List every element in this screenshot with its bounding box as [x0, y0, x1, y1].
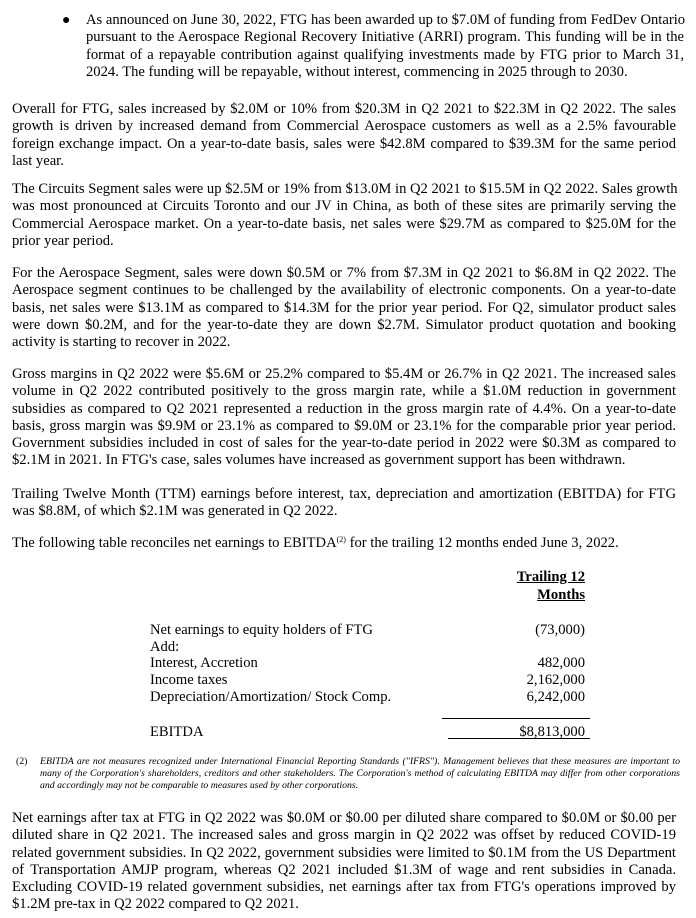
paragraph-line: was $8.8M, of which $2.1M was generated in Q2 2022.	[12, 503, 338, 520]
bullet-text	[86, 12, 684, 81]
table-intro-text: The following table reconciles net earnings to EBITDA	[12, 535, 337, 551]
paragraph-line: $1.2M pre-tax in Q2 2022 compared to Q2 2021.	[12, 896, 299, 913]
paragraph-line: Overall for FTG, sales increased by $2.0M or 10% from $20.3M in Q2 2021 to $22.3M in Q2 2022. The sales	[12, 101, 676, 117]
bullet-line: pursuant to the Aerospace Regional Recovery Initiative (ARRI) program. This funding will be in the	[86, 29, 684, 46]
paragraph-line: Excluding COVID-19 related government subsidies, net earnings after tax from FTG's operations improved by	[12, 879, 676, 896]
paragraph-line: Gross margins in Q2 2022 were $5.6M or 25.2% compared to $5.4M or 26.7% in Q2 2021. The increased sales	[12, 366, 676, 382]
paragraph-line: growth is driven by increased demand from Commercial Aerospace customers as well as a 2.5% favourable	[12, 118, 676, 135]
footnote	[16, 756, 680, 792]
bullet-icon: ●	[62, 13, 71, 28]
paragraph-line: basis, gross margin was $9.9M or 23.1% as compared to $9.0M or 23.1% for the comparable prior year period.	[12, 417, 676, 434]
table-total-value: $8,813,000	[519, 724, 585, 740]
paragraph-circuits-segment	[12, 181, 676, 250]
paragraph-line: diluted share in Q2 2021. The increased sales and gross margin in Q2 2022 was offset by reduced COVID-19	[12, 827, 676, 844]
bullet-item-arri-funding	[62, 12, 684, 81]
paragraph-line: Government subsidies included in cost of sales for the year-to-date period in 2022 were $0.3M as compared to	[12, 435, 676, 452]
bullet-line: 2024. The funding will be repayable, without interest, commencing in 2025 through to 2030.	[86, 63, 628, 80]
paragraph-line: Trailing Twelve Month (TTM) earnings before interest, tax, depreciation and amortization (EBITDA) for FTG	[12, 486, 676, 502]
footnote-number: (2)	[16, 756, 28, 767]
bullet-line: format of a repayable contribution against qualifying investments made by FTG prior to March 31,	[86, 46, 684, 63]
paragraph-line: last year.	[12, 152, 64, 169]
table-row-label: Net earnings to equity holders of FTG	[150, 622, 373, 638]
paragraph-line: of Transportation AMJP program, whereas Q2 2021 included $1.3M of wage and rent subsidies in Canada.	[12, 861, 676, 878]
paragraph-ttm-ebitda	[12, 486, 676, 521]
table-row-label: Depreciation/Amortization/ Stock Comp.	[150, 689, 392, 705]
table-row-value: (73,000)	[535, 622, 585, 638]
table-row-label: Add:	[150, 639, 180, 655]
table-row-value: 482,000	[537, 655, 585, 671]
paragraph-line: activity is starting to recover in 2022.	[12, 334, 231, 351]
paragraph-aerospace-segment	[12, 265, 676, 351]
paragraph-line: For the Aerospace Segment, sales were down $0.5M or 7% from $7.3M in Q2 2021 to $6.8M in Q2 2022. The	[12, 265, 676, 281]
paragraph-line: was most pronounced at Circuits Toronto and our JV in China, as both of these sites are primarily serving the	[12, 198, 676, 215]
table-row-label: Interest, Accretion	[150, 655, 258, 671]
paragraph-net-earnings	[12, 810, 676, 914]
paragraph-line: foreign exchange impact. On a year-to-date basis, sales were $42.8M compared to $39.3M for the same period	[12, 135, 676, 152]
table-total-label: EBITDA	[150, 724, 204, 740]
table-row-label: Income taxes	[150, 672, 228, 688]
footnote-text: EBITDA are not measures recognized under International Financial Reporting Standards ("IFRS"). Management believes that these measures are important to many of the Corporation's shareholders, creditors and other stakeholders. The Corporation's method of calculating EBITDA may differ from other corporations and accordingly may not be comparable to measures used by other corporations.	[40, 756, 680, 791]
paragraph-line: subsidies as compared to Q2 2021 represented a reduction in the gross margin rate of 4.4%. On a year-to-date	[12, 400, 676, 417]
paragraph-line: Aerospace segment continues to be challenged by the availability of electronic components. On a year-to-date	[12, 282, 676, 299]
total-rule	[442, 718, 590, 719]
paragraph-line: volume in Q2 2022 contributed positively to the gross margin rate, while a $1.0M reduction in government	[12, 383, 676, 400]
paragraph-line: prior year period.	[12, 232, 114, 249]
footnote-ref: (2)	[336, 535, 346, 544]
column-header: Months	[537, 587, 585, 603]
paragraph-line: $2.1M in 2021. In FTG's case, sales volumes have increased as government support has been withdrawn.	[12, 452, 626, 469]
paragraph-line: Commercial Aerospace market. On a year-to-date basis, net sales were $29.7M as compared to $25.0M for the	[12, 215, 676, 232]
table-intro	[12, 535, 676, 552]
table-row-value: 6,242,000	[526, 689, 585, 705]
paragraph-overall-sales	[12, 101, 676, 170]
paragraph-gross-margins	[12, 366, 676, 470]
paragraph-line: basis, net sales were $13.1M as compared to $14.3M for the prior year period. For Q2, simulator product sales	[12, 299, 676, 316]
paragraph-line: were down $0.2M, and for the year-to-date they are down $2.7M. Simulator product quotation and booking	[12, 316, 676, 333]
paragraph-line: related government subsidies. In Q2 2022, government subsidies were limited to $0.1M from the US Department	[12, 844, 676, 861]
paragraph-line: The Circuits Segment sales were up $2.5M or 19% from $13.0M in Q2 2021 to $15.5M in Q2 2022. Sales growth	[12, 181, 678, 197]
column-header: Trailing 12	[516, 569, 585, 585]
table-row-value: 2,162,000	[526, 672, 585, 688]
paragraph-line: Net earnings after tax at FTG in Q2 2022 was $0.0M or $0.00 per diluted share compared to $0.0M or $0.00 per	[12, 810, 676, 826]
table-intro-text-end: for the trailing 12 months ended June 3, 2022.	[345, 535, 619, 551]
bullet-line: As announced on June 30, 2022, FTG has been awarded up to $7.0M of funding from FedDev Ontario	[86, 12, 686, 28]
